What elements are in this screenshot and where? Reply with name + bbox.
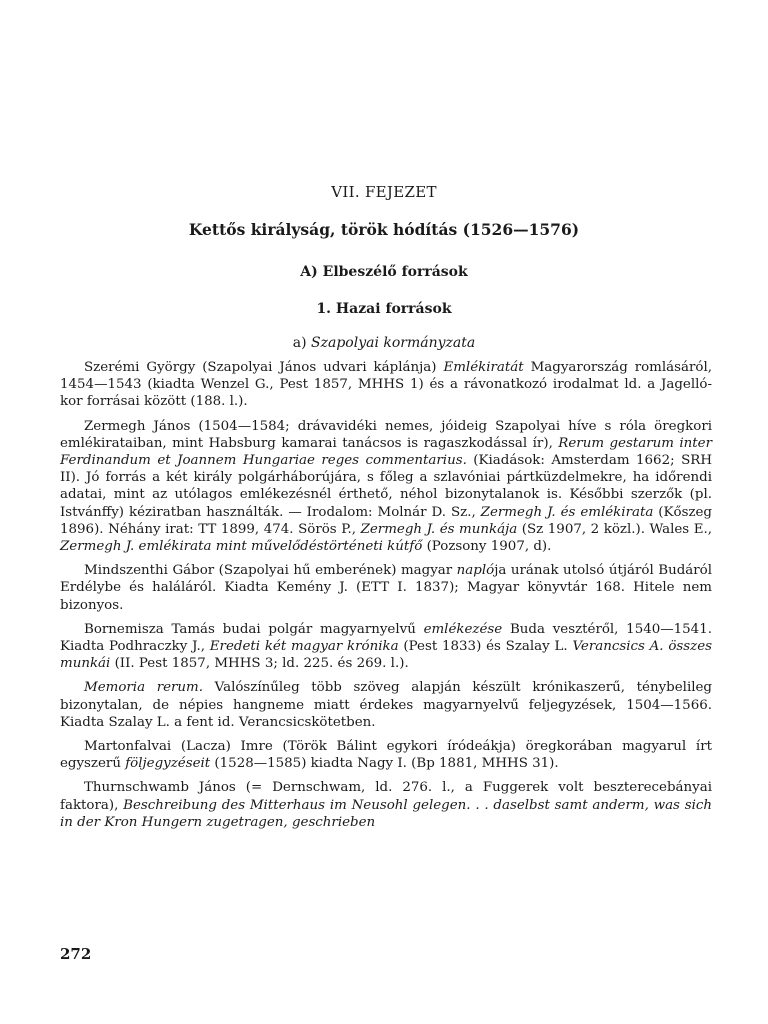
sub-subsection-label: a) xyxy=(292,335,312,351)
italic-title-text: napló xyxy=(456,563,495,579)
italic-title-text: Zermegh J. és munkája xyxy=(360,521,518,537)
paragraph-text: Zermegh János (1504—1584; drávavidéki nemes, jóideig Szapolyai híve s róla öregkori emlékirataiban, mint Habsburg kamarai tanácsos is ragaszkodással ír), xyxy=(60,418,712,451)
paragraph-text: (II. Pest 1857, MHHS 3; ld. 225. és 269. l.). xyxy=(110,656,409,672)
paragraph-text: Szerémi György (Szapolyai János udvari káplánja) xyxy=(84,360,444,375)
italic-title-text: Beschreibung des Mitterhaus im Neusohl gelegen. . . daselbst samt anderm, was sich in der Kron Hungern zugetragen, geschrieben xyxy=(60,797,712,830)
sub-subsection-heading xyxy=(0,335,768,351)
italic-title-text: Zermegh J. emlékirata mint művelődéstörténeti kútfő xyxy=(60,539,423,555)
paragraph-text: (Sz 1907, 2 közl.). Wales E., xyxy=(517,521,713,537)
paragraph-text: (Pozsony 1907, d). xyxy=(422,539,552,555)
paragraph-text: Martonfalvai (Lacza) Imre (Török Bálint egykori íródeákja) öregkorában magyarul írt egyszerű xyxy=(60,739,712,772)
paragraph-text: (Pest 1833) és Szalay L. xyxy=(398,639,573,655)
subsection-heading: 1. Hazai források xyxy=(316,301,452,317)
paragraph-text: ja urának utolsó útjáról Budáról Erdélybe és haláláról. Kiadta Kemény J. (ETT I. 1837); Magyar könyvtár 168. Hitele nem bizonyos. xyxy=(60,563,713,613)
italic-title-text: Memoria rerum. xyxy=(84,680,204,696)
paragraph xyxy=(60,359,712,411)
paragraph-text: (Kiadások: Amsterdam 1662; SRH II). Jó forrás a két király polgárháborújára, s főleg a szlavóniai pártküzdelmekre, ha időrendi adatai, mint az utólagos emlékezésnél érthető, néhol bizonytalanok is. Későbbi szerzők (pl. Istvánffy) kéziratban használták. — Irodalom: Molnár D. Sz., xyxy=(60,453,712,520)
paragraph xyxy=(60,621,712,673)
chapter-heading: VII. FEJEZET xyxy=(331,183,437,201)
section-heading: A) Elbeszélő források xyxy=(300,264,468,280)
paragraph xyxy=(60,679,712,731)
italic-title-text: Zermegh J. és emlékirata xyxy=(480,504,654,520)
paragraph-text: (Kőszeg 1896). Néhány irat: TT 1899, 474. Sörös P., xyxy=(60,504,712,537)
paragraph-text: Valószínűleg több szöveg alapján készült krónikaszerű, ténybelileg bizonytalan, de népies hangneme miatt érdekes magyarnyelvű feljegyzések, 1504—1566. Kiadta Szalay L. a fent id. Verancsicskötetben. xyxy=(60,680,713,730)
italic-title-text: Rerum gestarum inter Ferdinandum et Joannem Hungariae reges commentarius. xyxy=(60,435,712,469)
paragraph-text: Magyarország romlásáról, 1454—1543 (kiadta Wenzel G., Pest 1857, MHHS 1) és a rávonatkozó irodalmat ld. a Jagelló-kor forrásai között (188. l.). xyxy=(60,360,712,410)
italic-title-text: Eredeti két magyar krónika xyxy=(209,639,399,655)
chapter-title: Kettős királyság, török hódítás (1526—1576) xyxy=(188,220,580,239)
paragraph-text: Mindszenthi Gábor (Szapolyai hű emberének) magyar xyxy=(84,563,457,579)
italic-title-text: Emlékiratát xyxy=(443,360,524,375)
paragraph-text: Bornemisza Tamás budai polgár magyarnyelvű xyxy=(84,621,424,637)
paragraph xyxy=(60,418,712,556)
paragraph xyxy=(60,779,712,831)
italic-title-text: Verancsics A. összes munkái xyxy=(60,639,713,672)
italic-title-text: följegyzéseit xyxy=(125,756,211,772)
sub-subsection-title: Szapolyai kormányzata xyxy=(311,335,476,351)
paragraph-text: Buda vesztéről, 1540—1541. Kiadta Podhraczky J., xyxy=(60,621,712,655)
paragraph-text: (1528—1585) kiadta Nagy I. (Bp 1881, MHHS 31). xyxy=(210,756,559,772)
paragraph-text: Thurnschwamb János (= Dernschwam, ld. 276. l., a Fuggerek volt beszterecebányai faktora), xyxy=(60,780,712,813)
body-text xyxy=(60,359,712,838)
paragraph xyxy=(60,738,712,772)
page-number: 272 xyxy=(60,945,92,963)
italic-title-text: emlékezése xyxy=(423,621,503,637)
paragraph xyxy=(60,562,712,614)
